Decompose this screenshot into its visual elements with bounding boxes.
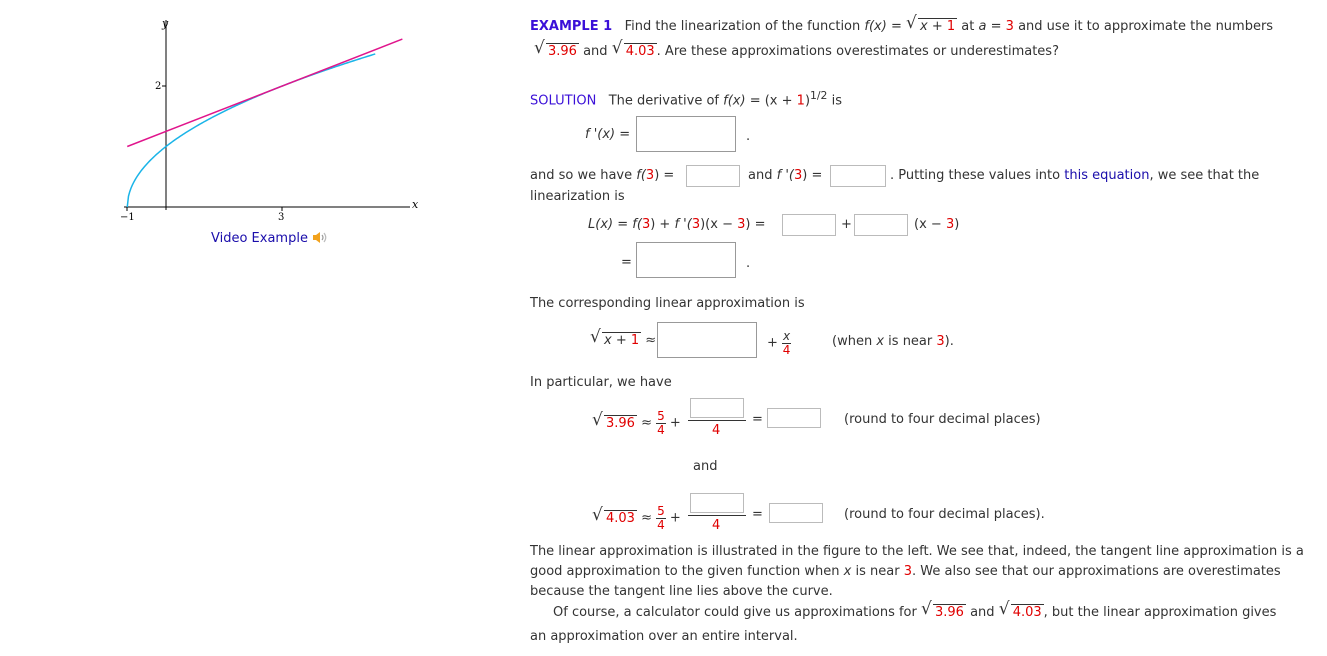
example-a-eq: = <box>990 19 1002 34</box>
solution-label: SOLUTION <box>530 93 597 109</box>
linear-when: (when x is near 3). <box>832 334 954 349</box>
fprime-label: f '(x) = <box>585 127 631 142</box>
linear-constant-input[interactable] <box>657 322 757 358</box>
linear-heading: The corresponding linear approximation is <box>530 296 805 311</box>
example-use: and use it to approximate the numbers <box>1018 19 1274 34</box>
lx-eq2: = <box>621 255 632 270</box>
particular-heading: In particular, we have <box>530 375 672 390</box>
y-axis-label: y <box>162 17 169 30</box>
lx-period: . <box>746 256 751 271</box>
video-example-label[interactable]: Video Example <box>211 231 308 246</box>
solution-fx: f(x) <box>723 93 746 109</box>
speaker-icon[interactable] <box>312 231 328 244</box>
lx-equation: L(x) = f(3) + f '(3)(x − 3) = <box>588 217 766 232</box>
this-equation-link[interactable]: this equation <box>1064 168 1150 183</box>
solution-close: ) <box>804 93 811 109</box>
approx-4-03-result-input[interactable] <box>769 503 823 523</box>
example-label: EXAMPLE 1 <box>530 19 613 34</box>
example-a: a <box>978 19 987 34</box>
linear-plus-frac: + $\frac{x}{4}$ <box>767 329 791 357</box>
linear-lhs: √ x + 1 ≈ <box>590 327 657 348</box>
fprime-answer-input[interactable] <box>636 116 736 152</box>
conclusion-line-3: because the tangent line lies above the curve. <box>530 584 833 599</box>
example-question: . Are these approximations overestimates or underestimates? <box>656 44 1059 59</box>
approx-4-03-den: 4 <box>712 518 721 533</box>
solution-power: 1/2 <box>810 89 828 102</box>
solution-text: The derivative of <box>608 93 719 109</box>
step2-and-fp3: and f '(3) = <box>748 168 823 183</box>
tick-label-x-neg1: −1 <box>120 212 135 223</box>
tick-label-y-2: 2 <box>155 81 162 92</box>
tangent-line <box>127 39 402 146</box>
fprime-period: . <box>746 129 751 144</box>
solution-is: is <box>831 93 842 109</box>
conclusion-line-5: an approximation over an entire interval. <box>530 629 798 644</box>
approx-4-03-frac-bar <box>688 515 746 516</box>
particular-and: and <box>693 459 718 474</box>
approx-3-96-lhs: √ 3.96 ≈ $\frac{5}{4}$ + <box>592 409 681 437</box>
solution-eq: = (x + <box>749 93 793 109</box>
sqrt-curve <box>127 54 375 207</box>
approx-3-96-num-input[interactable] <box>690 398 744 418</box>
lx-constant-input[interactable] <box>782 214 836 236</box>
approx-3-96-den: 4 <box>712 423 721 438</box>
step2-putting: . Putting these values into this equation, we see that the <box>890 168 1260 183</box>
step2-and-so: and so we have f(3) = <box>530 168 675 183</box>
solution-one: 1 <box>796 93 805 109</box>
lx-x-minus-3: (x − 3) <box>914 217 960 232</box>
video-example-link[interactable] <box>211 231 328 246</box>
x-axis-label: x <box>412 198 419 211</box>
approx-3-96-result-input[interactable] <box>767 408 821 428</box>
f3-answer-input[interactable] <box>686 165 740 187</box>
approx-4-03-num-input[interactable] <box>690 493 744 513</box>
example-intro: Find the linearization of the function <box>624 19 861 34</box>
example-eq: = <box>890 19 902 34</box>
approx-4-03-eq: = <box>752 507 763 522</box>
example-fx: f(x) <box>864 19 887 34</box>
linearization-graph <box>110 10 430 225</box>
approx-4-03-round: (round to four decimal places). <box>844 507 1045 522</box>
approx-4-03-lhs: √ 4.03 ≈ $\frac{5}{4}$ + <box>592 504 681 532</box>
example-at: at <box>961 19 975 34</box>
conclusion-line-4: Of course, a calculator could give us approximations for √ 3.96 and √ 4.03 , but the linear approximation gives <box>553 599 1277 620</box>
sqrt-3-96: √ 3.96 <box>534 38 577 59</box>
tick-label-x-3: 3 <box>278 212 285 223</box>
sqrt-x-plus-1: √ x + 1 <box>906 13 956 34</box>
step2-linearization: linearization is <box>530 189 625 204</box>
approx-3-96-frac-bar <box>688 420 746 421</box>
solution-line <box>530 89 842 108</box>
fprime3-answer-input[interactable] <box>830 165 886 187</box>
approx-3-96-eq: = <box>752 412 763 427</box>
example-a-val: 3 <box>1005 19 1014 34</box>
conclusion-line-2: good approximation to the given function when x is near 3. We also see that our approximations are overestimates <box>530 564 1281 579</box>
example-and: and <box>583 44 608 59</box>
lx-simplified-input[interactable] <box>636 242 736 278</box>
example-line-2 <box>534 38 1059 59</box>
lx-plus: + <box>841 217 852 232</box>
sqrt-4-03: √ 4.03 <box>611 38 655 59</box>
conclusion-line-1: The linear approximation is illustrated in the figure to the left. We see that, indeed, the tangent line approximation is a <box>530 544 1304 559</box>
lx-slope-input[interactable] <box>854 214 908 236</box>
example-line-1 <box>530 13 1274 34</box>
approx-3-96-round: (round to four decimal places) <box>844 412 1041 427</box>
